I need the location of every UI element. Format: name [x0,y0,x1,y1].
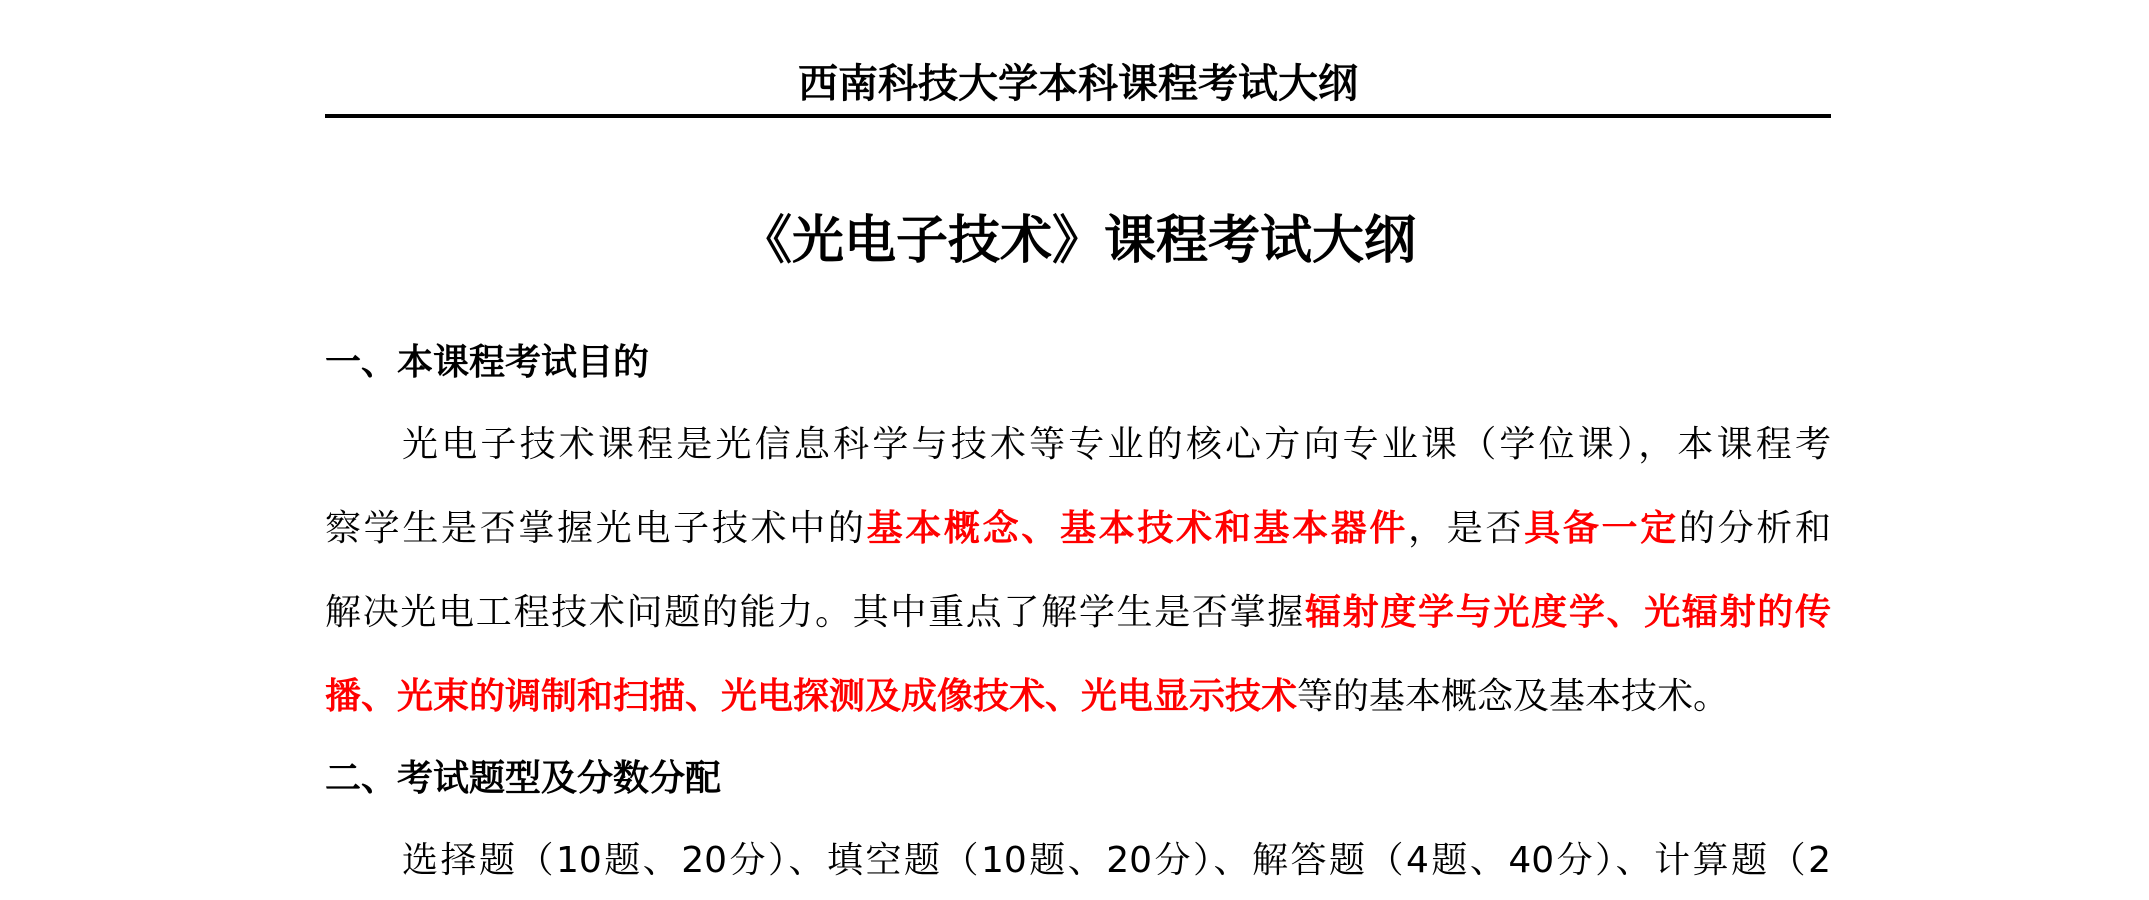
section-1-paragraph-line-2 [325,504,1831,554]
section-1-emphasis: 播、光束的调制和扫描、光电探测及成像技术、光电显示技术 [325,676,1298,717]
section-1-text: ，是否 [1408,508,1525,549]
section-2-text: 选择题（10题、20分）、填空题（10题、20分）、解答题（4题、40分）、计算题（2 [402,840,1831,881]
section-1-text: 光电子技术课程是光信息科学与技术等专业的核心方向专业课（学位课），本课程考 [402,424,1831,465]
header-divider [325,114,1831,118]
section-1-text: 等的基本概念及基本技术。 [1297,676,1730,717]
section-1-heading: 一、本课程考试目的 [325,342,650,383]
section-1-text: 解决光电工程技术问题的能力。其中重点了解学生是否掌握 [325,592,1305,633]
university-header-title: 西南科技大学本科课程考试大纲 [798,61,1358,107]
document-title: 《光电子技术》课程考试大纲 [739,211,1416,271]
section-1-emphasis: 基本概念、基本技术和基本器件 [866,508,1409,549]
section-1-text: 的分析和 [1678,508,1831,549]
section-1-paragraph-line-3 [325,588,1831,638]
section-2-heading: 二、考试题型及分数分配 [325,758,722,799]
section-1-paragraph-line-1 [325,420,1831,470]
section-1-text: 察学生是否掌握光电子技术中的 [325,508,867,549]
section-1-emphasis: 辐射度学与光度学、光辐射的传 [1304,592,1831,633]
section-1-paragraph-line-4 [325,672,1831,722]
section-1-emphasis: 具备一定 [1524,508,1679,549]
section-2-paragraph-line-1 [325,836,1831,886]
